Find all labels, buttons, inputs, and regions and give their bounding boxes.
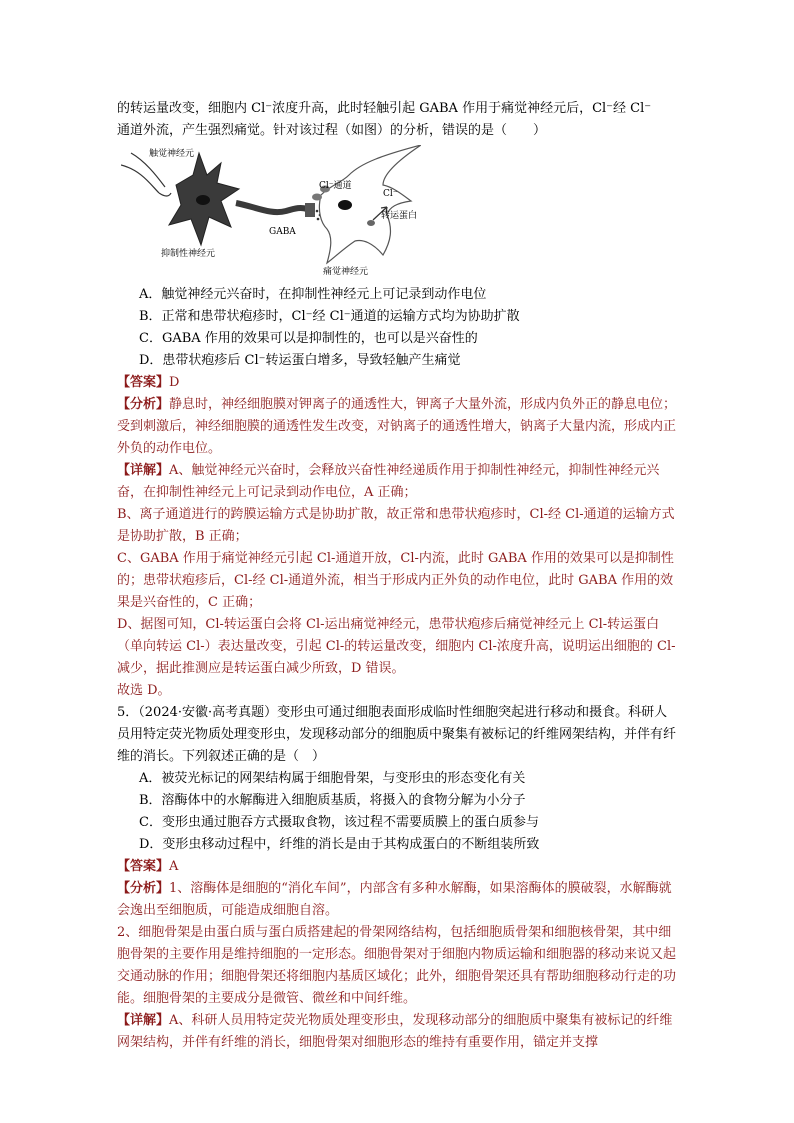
q4-answer	[117, 372, 677, 394]
label-cl-ion: Cl⁻	[383, 189, 398, 199]
neuron-diagram-svg	[121, 145, 421, 280]
q5-option-a: A．被荧光标记的网架结构属于细胞骨架，与变形虫的形态变化有关	[139, 771, 526, 786]
q4-intro-line1: 的转运量改变，细胞内 Cl⁻浓度升高，此时轻触引起 GABA 作用于痛觉神经元后，Cl⁻经 Cl⁻	[117, 101, 652, 116]
answer-tag: 【答案】	[117, 859, 170, 874]
document-page	[117, 98, 677, 1054]
analysis-tag: 【分析】	[117, 881, 170, 896]
q4-option-d: D．患带状疱疹后 Cl⁻转运蛋白增多，导致轻触产生痛觉	[139, 353, 461, 368]
answer-value: D	[169, 375, 180, 390]
q4-option-c: C．GABA 作用的效果可以是抑制性的，也可以是兴奋性的	[139, 331, 478, 346]
detail-tag: 【详解】	[117, 1013, 170, 1028]
label-touch-neuron: 触觉神经元	[149, 149, 195, 159]
answer-value: A	[169, 859, 179, 874]
q4-detail-c: C、GABA 作用于痛觉神经元引起 Cl-通道开放，Cl-内流，此时 GABA 作用的效果可以是抑制性的；患带状疱疹后，Cl-经 Cl-通道外流，相当于形成内正外负的动作电位，此时 GABA 作用的效果是兴奋性的，C 正确；	[117, 551, 674, 610]
q4-detail-a	[117, 460, 677, 504]
analysis-tag: 【分析】	[117, 397, 170, 412]
q5-detail-a	[117, 1010, 677, 1054]
q4-detail-b: B、离子通道进行的跨膜运输方式是协助扩散，故正常和患带状疱疹时，Cl-经 Cl-通道的运输方式是协助扩散，B 正确；	[117, 507, 675, 544]
q4-intro-line2: 通道外流，产生强烈痛觉。针对该过程（如图）的分析，错误的是（ ）	[117, 123, 547, 138]
q4-detail-d: D、据图可知，Cl-转运蛋白会将 Cl-运出痛觉神经元，患带状疱疹后痛觉神经元上 Cl-转运蛋白（单向转运 Cl-）表达量改变，引起 Cl-的转运量改变，细胞内 Cl-浓度升高，说明运出细胞的 Cl-减少，据此推测应是转运蛋白减少所致，D 错误。	[117, 617, 676, 676]
label-gaba: GABA	[269, 227, 296, 237]
label-transporter: 转运蛋白	[381, 211, 418, 221]
q5-stem: 5．（2024·安徽·高考真题）变形虫可通过细胞表面形成临时性细胞突起进行移动和摄食。科研人员用特定荧光物质处理变形虫，发现移动部分的细胞质中聚集有被标记的纤维网架结构，并伴有纤维的消长。下列叙述正确的是（ ）	[117, 705, 677, 764]
q5-answer	[117, 856, 677, 878]
label-pain-neuron: 痛觉神经元	[323, 267, 369, 277]
detail-a-text: A、科研人员用特定荧光物质处理变形虫，发现移动部分的细胞质中聚集有被标记的纤维网架结构，并伴有纤维的消长，细胞骨架对细胞形态的维持有重要作用，锚定并支撑	[117, 1013, 673, 1050]
q5-option-b: B．溶酶体中的水解酶进入细胞质基质，将摄入的食物分解为小分子	[139, 793, 526, 808]
q4-option-a: A．触觉神经元兴奋时，在抑制性神经元上可记录到动作电位	[139, 287, 487, 302]
q4-option-b: B．正常和患带状疱疹时，Cl⁻经 Cl⁻通道的运输方式均为协助扩散	[139, 309, 520, 324]
q4-analysis	[117, 394, 677, 460]
analysis-text: 静息时，神经细胞膜对钾离子的通透性大，钾离子大量外流，形成内负外正的静息电位；受到刺激后，神经细胞膜的通透性发生改变，对钠离子的通透性增大，钠离子大量内流，形成内正外负的动作电位。	[117, 397, 677, 456]
q5-analysis-1	[117, 878, 677, 922]
label-inhibitory-neuron: 抑制性神经元	[161, 249, 216, 259]
analysis-text: 1、溶酶体是细胞的“消化车间”，内部含有多种水解酶，如果溶酶体的膜破裂，水解酶就会逸出至细胞质，可能造成细胞自溶。	[117, 881, 672, 918]
neuron-diagram	[121, 145, 421, 280]
detail-tag: 【详解】	[117, 463, 170, 478]
q4-conclusion: 故选 D。	[117, 683, 171, 698]
detail-a-text: A、触觉神经元兴奋时，会释放兴奋性神经递质作用于抑制性神经元，抑制性神经元兴奋，在抑制性神经元上可记录到动作电位，A 正确；	[117, 463, 660, 500]
label-cl-channel: Cl⁻通道	[319, 181, 352, 191]
q5-option-d: D．变形虫移动过程中，纤维的消长是由于其构成蛋白的不断组装所致	[139, 837, 540, 852]
answer-tag: 【答案】	[117, 375, 170, 390]
q5-option-c: C．变形虫通过胞吞方式摄取食物，该过程不需要质膜上的蛋白质参与	[139, 815, 539, 830]
q5-analysis-2: 2、细胞骨架是由蛋白质与蛋白质搭建起的骨架网络结构，包括细胞质骨架和细胞核骨架，其中细胞骨架的主要作用是维持细胞的一定形态。细胞骨架对于细胞内物质运输和细胞器的移动来说又起交通动脉的作用；细胞骨架还将细胞内基质区域化；此外，细胞骨架还具有帮助细胞移动行走的功能。细胞骨架的主要成分是微管、微丝和中间纤维。	[117, 925, 677, 1006]
